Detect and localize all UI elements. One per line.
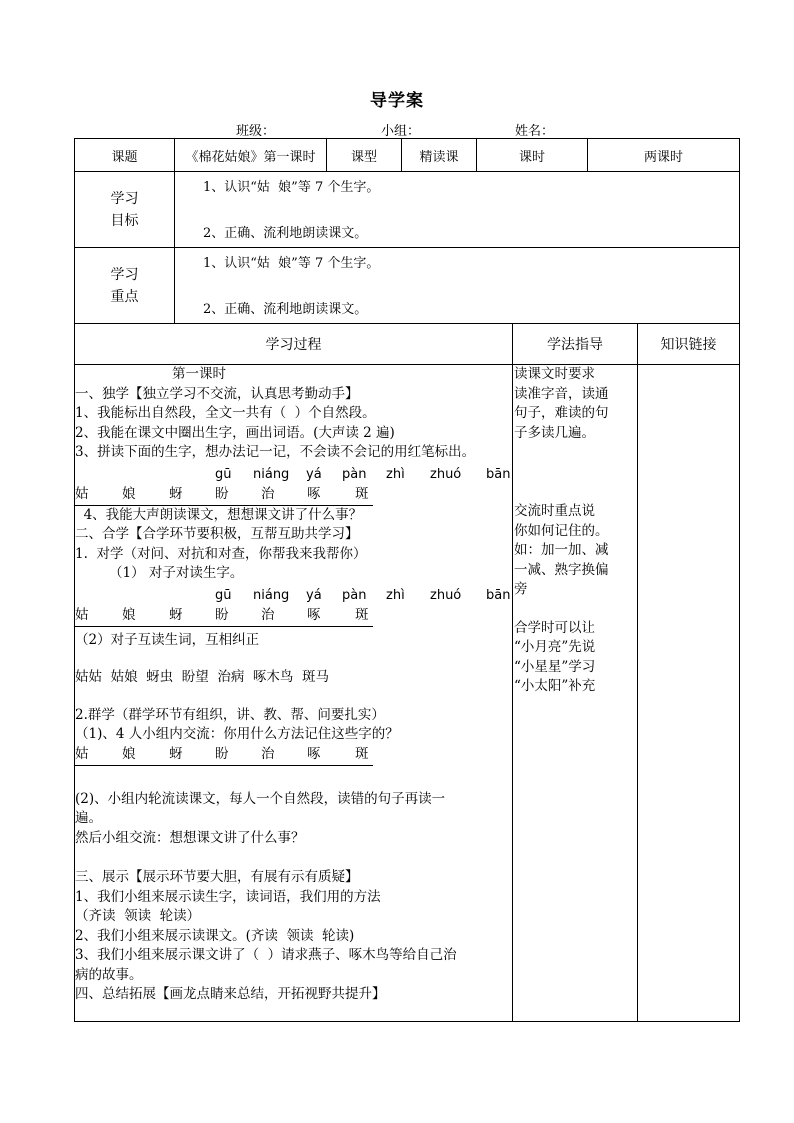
method-note-3c: “小星星”学习 (514, 658, 596, 675)
goals-label-line1: 学习 (110, 190, 139, 207)
hours-value: 两课时 (588, 139, 740, 172)
char-ban: 斑 (355, 607, 369, 623)
pinyin-row-1 (75, 463, 512, 485)
goals-label-line2: 目标 (110, 212, 139, 229)
char-niang: 娘 (122, 746, 136, 762)
pinyin-ya: yá (306, 588, 322, 603)
show-task-3-cont: 病的故事。 (75, 966, 143, 983)
char-row-3 (75, 745, 373, 766)
section-summary-heading: 四、总结拓展【画龙点睛来总结，开拓视野共提升】 (75, 986, 386, 1002)
method-note-3d: “小太阳”补充 (514, 678, 596, 694)
method-note-3a: 合学时可以让 (514, 619, 595, 636)
goals-content (175, 172, 740, 248)
hours-label: 课时 (477, 139, 588, 172)
name-label: 姓名： (515, 124, 555, 139)
focus-row (75, 248, 740, 324)
method-note-2d: 一减、熟字换偏 (514, 561, 609, 578)
char-zhuo: 啄 (307, 746, 321, 762)
pinyin-niang: niáng (253, 467, 290, 482)
section-show-heading: 三、展示【展示环节要大胆，有展有示有质疑】 (75, 869, 359, 885)
char-zhi: 治 (261, 746, 275, 762)
pinyin-ban: bān (486, 588, 511, 603)
pinyin-pan: pàn (342, 467, 367, 482)
process-header: 学习过程 (75, 324, 513, 365)
pair-read-chars: （1） 对子对读生字。 (109, 565, 244, 581)
method-note-2c: 如：加一加、减 (514, 542, 609, 558)
pinyin-niang: niáng (253, 588, 290, 603)
goals-label (75, 172, 175, 248)
char-zhi: 治 (261, 607, 275, 623)
solo-task-3: 3、拼读下面的生字，想办法记一记，不会读不会记的用红笔标出。 (75, 444, 476, 460)
group-study-heading: 2.群学（群学环节有组织，讲、教、帮、问要扎实） (75, 706, 385, 723)
page-title: 导学案 (370, 91, 424, 111)
char-zhi: 治 (261, 486, 275, 502)
method-note-1c: 句子，难读的句 (514, 405, 609, 421)
goal-item-2: 2、正确、流利地朗读课文。 (203, 226, 368, 241)
char-ya: 蚜 (169, 486, 183, 502)
char-niang: 娘 (122, 486, 136, 502)
char-ya: 蚜 (169, 746, 183, 762)
solo-task-4: 4、我能大声朗读课文，想想课文讲了什么事？ (75, 506, 363, 523)
method-note-3b: “小月亮”先说 (514, 639, 596, 655)
pinyin-row-2 (75, 584, 512, 606)
header-row (75, 139, 740, 172)
pinyin-ban: bān (486, 467, 511, 482)
focus-item-1: 1、认识“姑 娘”等 7 个生字。 (203, 256, 380, 271)
char-gu: 姑 (75, 746, 89, 762)
method-note-2a: 交流时重点说 (514, 503, 595, 519)
focus-content (175, 248, 740, 324)
pinyin-zhuo: zhuó (430, 588, 462, 603)
type-value: 精读课 (402, 139, 477, 172)
method-note-1a: 读课文时要求 (514, 366, 595, 382)
char-row-2 (75, 606, 373, 627)
knowledge-header: 知识链接 (638, 324, 740, 365)
show-task-3: 3、我们小组来展示课文讲了（ ）请求燕子、啄木鸟等给自己治 (75, 947, 457, 963)
method-note-1d: 子多读几遍。 (514, 424, 595, 441)
group-label: 小组： (381, 124, 421, 139)
char-pan: 盼 (215, 486, 229, 502)
char-ban: 斑 (355, 486, 369, 502)
goal-item-1: 1、认识“姑 娘”等 7 个生字。 (203, 180, 380, 195)
char-niang: 娘 (122, 607, 136, 623)
pinyin-zhi: zhì (386, 467, 405, 482)
pair-study-heading: 1. 对学（对问、对抗和对查，你帮我来我帮你） (75, 545, 367, 562)
char-pan: 盼 (215, 607, 229, 623)
char-ban: 斑 (355, 746, 369, 762)
group-task-1: （1)、4 人小组内交流：你用什么方法记住这些字的？ (75, 726, 399, 742)
knowledge-content (638, 365, 740, 1022)
focus-label-line2: 重点 (110, 288, 139, 305)
pinyin-gu: gū (215, 588, 232, 603)
pinyin-zhuo: zhuó (430, 467, 462, 482)
lesson-plan-table (74, 138, 740, 1022)
char-zhuo: 啄 (307, 607, 321, 623)
char-gu: 姑 (75, 486, 89, 502)
group-task-2-discuss: 然后小组交流：想想课文讲了什么事？ (75, 829, 305, 846)
method-note-2e: 旁 (514, 581, 528, 597)
method-content (513, 365, 638, 1022)
word-list: 姑姑 姑娘 蚜虫 盼望 治病 啄木鸟 斑马 (75, 669, 329, 685)
pinyin-zhi: zhì (386, 588, 405, 603)
show-task-1-methods: （齐读 领读 轮读） (75, 908, 201, 924)
show-task-2: 2、我们小组来展示读课文。(齐读 领读 轮读) (75, 927, 355, 944)
pinyin-ya: yá (306, 467, 322, 482)
group-task-2-cont: 遍。 (75, 810, 102, 826)
method-note-2b: 你如何记住的。 (514, 522, 609, 539)
class-label: 班级： (236, 124, 276, 139)
group-task-2: (2)、小组内轮流读课文，每人一个自然段，读错的句子再读一 (75, 790, 446, 807)
pinyin-gu: gū (215, 467, 232, 482)
process-row (75, 365, 740, 1022)
char-row-1 (75, 485, 373, 506)
topic-label: 课题 (75, 139, 175, 172)
char-zhuo: 啄 (307, 486, 321, 502)
focus-label-line1: 学习 (110, 266, 139, 283)
process-content (75, 365, 513, 1022)
pair-read-words: （2）对子互读生词，互相纠正 (75, 631, 260, 648)
focus-label (75, 248, 175, 324)
method-header: 学法指导 (513, 324, 638, 365)
focus-item-2: 2、正确、流利地朗读课文。 (203, 302, 368, 317)
method-note-1b: 读准字音，读通 (514, 385, 609, 402)
section-header-row (75, 324, 740, 365)
section-cooperate-heading: 二、合学【合学环节要积极，互帮互助共学习】 (75, 526, 359, 542)
section-solo-heading: 一、独学【独立学习不交流，认真思考勤动手】 (75, 385, 359, 402)
char-pan: 盼 (215, 746, 229, 762)
pinyin-pan: pàn (342, 588, 367, 603)
show-task-1: 1、我们小组来展示读生字，读词语，我们用的方法 (75, 888, 381, 905)
lesson-heading: 第一课时 (172, 366, 226, 382)
char-gu: 姑 (75, 607, 89, 623)
solo-task-1: 1、我能标出自然段，全文一共有（ ）个自然段。 (75, 405, 376, 421)
topic-value: 《棉花姑娘》第一课时 (175, 139, 327, 172)
type-label: 课型 (327, 139, 402, 172)
char-ya: 蚜 (169, 607, 183, 623)
solo-task-2: 2、我能在课文中圈出生字，画出词语。(大声读 2 遍) (75, 424, 395, 441)
goals-row (75, 172, 740, 248)
